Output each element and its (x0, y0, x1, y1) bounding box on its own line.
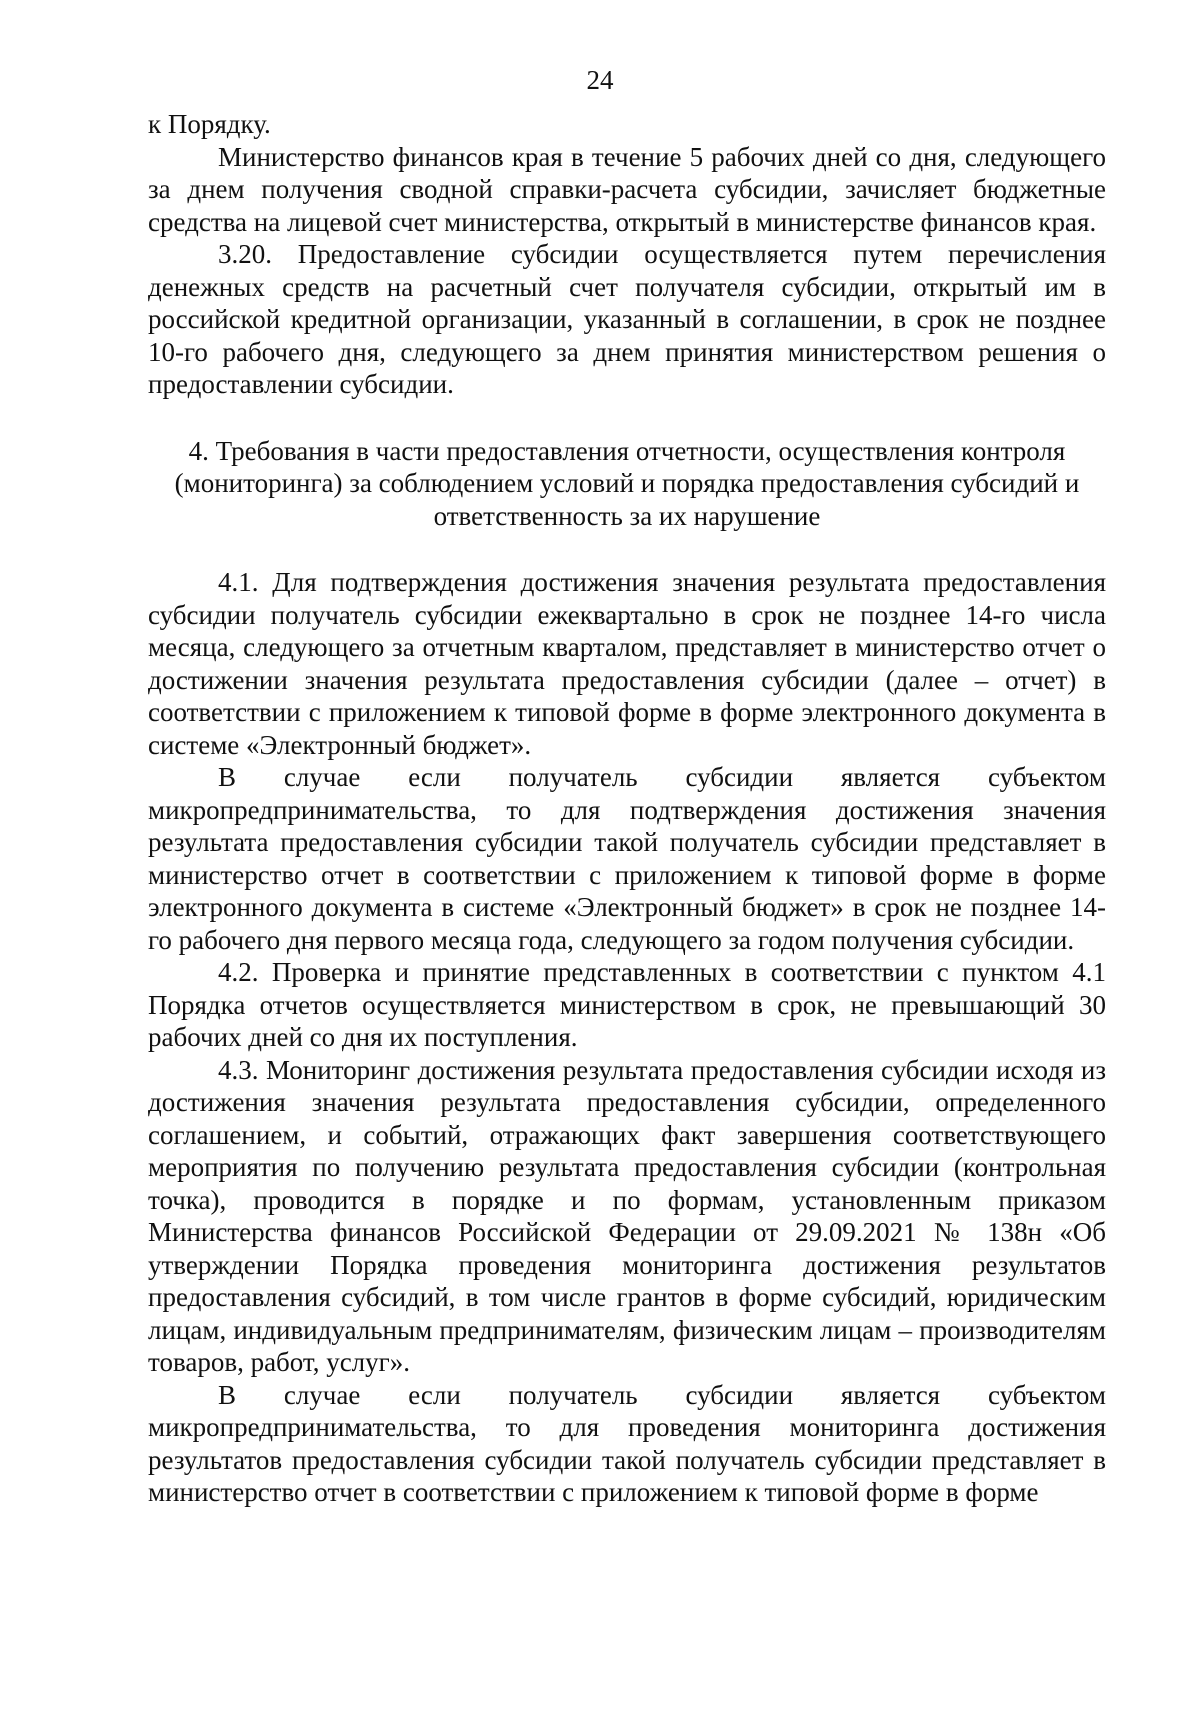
paragraph-4-3: 4.3. Мониторинг достижения результата предоставления субсидии исходя из достижения значения результата предоставления субсидии, определенного соглашением, и событий, отражающих факт завершения соответствующего мероприятия по получению результата предоставления субсидии (контрольная точка), проводится в порядке и по формам, установленным приказом Министерства финансов Российской Федерации от 29.09.2021 № 138н «Об утверждении Порядка проведения мониторинга достижения результатов предоставления субсидий, в том числе грантов в форме субсидий, юридическим лицам, индивидуальным предпринимателям, физическим лицам – производителям товаров, работ, услуг». (148, 1054, 1106, 1377)
paragraph-4-2: 4.2. Проверка и принятие представленных в соответствии с пунктом 4.1 Порядка отчетов осуществляется министерством в срок, не превышающий 30 рабочих дней со дня их поступления. (148, 957, 1106, 1052)
paragraph-4-3-micro: В случае если получатель субсидии является субъектом микропредпринимательства, то для проведения мониторинга достижения результатов предоставления субсидии такой получатель субсидии представляет в министерство отчет в соответствии с приложением к типовой форме в форме (148, 1379, 1106, 1507)
paragraph-3-20: 3.20. Предоставление субсидии осуществляется путем перечисления денежных средств на расчетный счет получателя субсидии, открытый им в российской кредитной организации, указанный в соглашении, в срок не позднее 10-го рабочего дня, следующего за днем принятия министерством решения о предоставлении субсидии. (148, 239, 1106, 399)
page-number: 24 (586, 65, 614, 95)
section-4-title: 4. Требования в части предоставления отчетности, осуществления контроля (мониторинга) за соблюдением условий и порядка предоставления субсидий и ответственность за их нарушение (174, 435, 1080, 531)
paragraph-4-1-micro: В случае если получатель субсидии является субъектом микропредпринимательства, то для подтверждения достижения значения результата предоставления субсидии такой получатель субсидии представляет в министерство отчет в соответствии с приложением к типовой форме в форме электронного документа в системе «Электронный бюджет» в срок не позднее 14-го рабочего дня первого месяца года, следующего за годом получения субсидии. (148, 762, 1106, 955)
paragraph-continuation: к Порядку. (148, 109, 271, 139)
paragraph-4-1: 4.1. Для подтверждения достижения значения результата предоставления субсидии получатель субсидии ежеквартально в срок не позднее 14-го числа месяца, следующего за отчетным кварталом, представляет в министерство отчет о достижении значения результата предоставления субсидии (далее – отчет) в соответствии с приложением к типовой форме в форме электронного документа в системе «Электронный бюджет». (148, 567, 1106, 760)
document-body (148, 108, 1106, 1509)
paragraph-ministry-transfer: Министерство финансов края в течение 5 рабочих дней со дня, следующего за днем получения сводной справки-расчета субсидии, зачисляет бюджетные средства на лицевой счет министерства, открытый в министерстве финансов края. (148, 141, 1106, 237)
